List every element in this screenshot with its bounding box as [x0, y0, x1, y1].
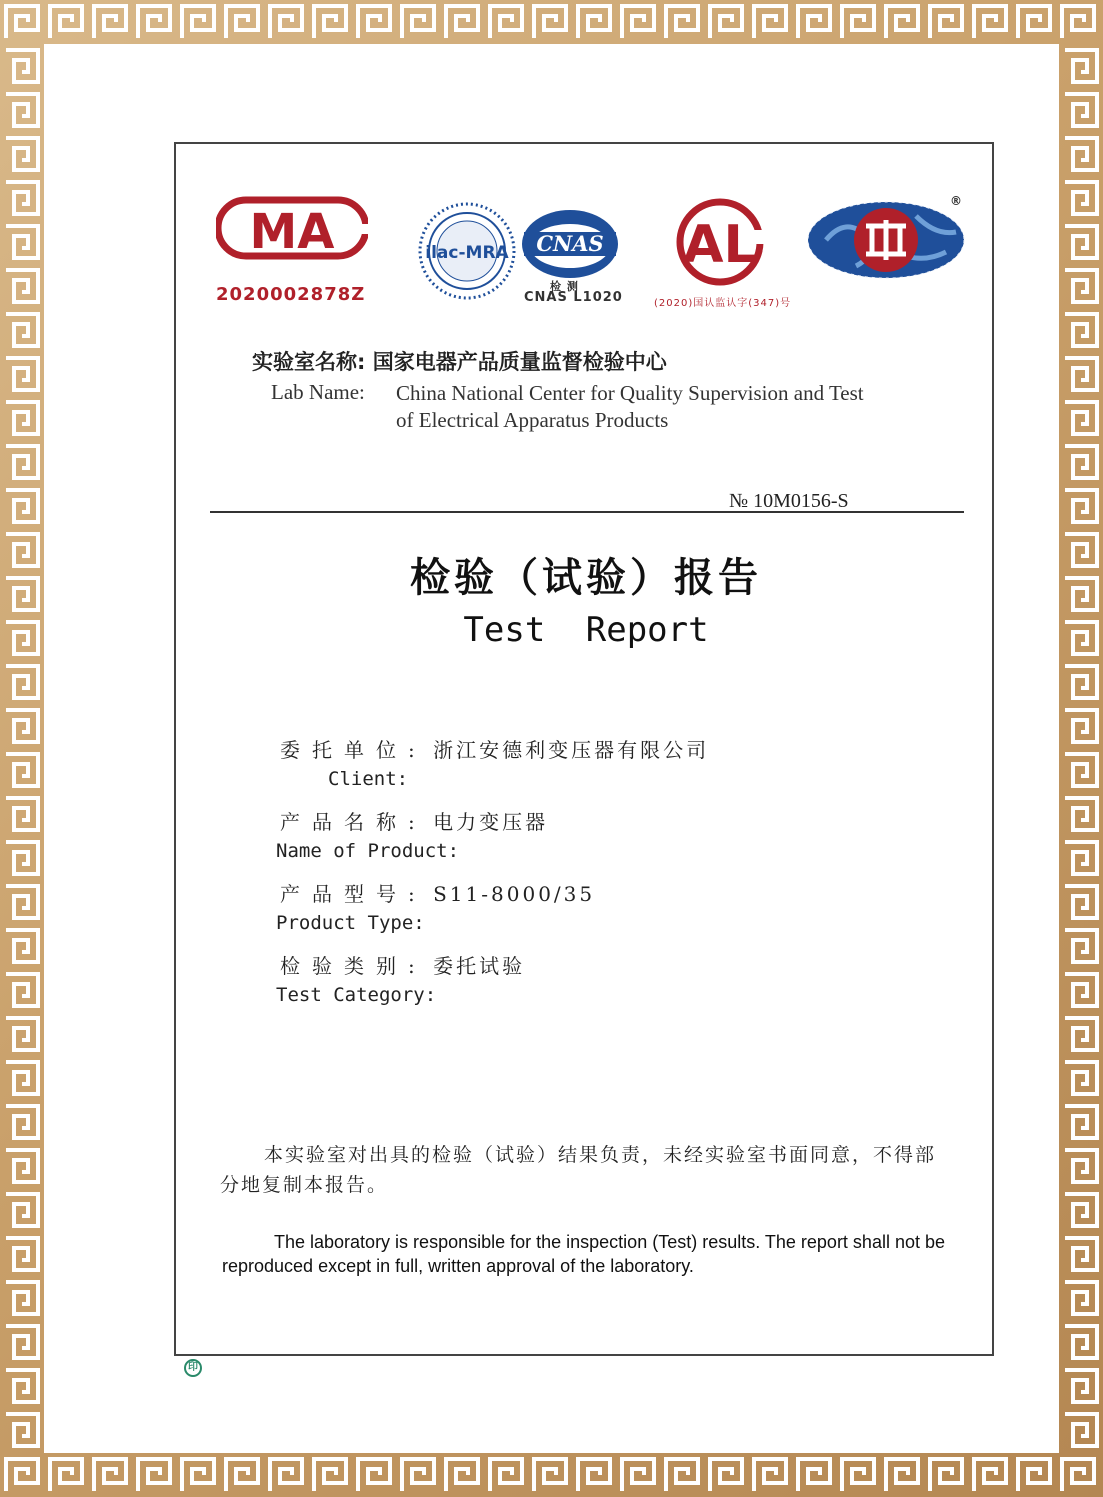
lab-name-en-value: China National Center for Quality Supervision and Test of Electrical Apparatus Products [396, 381, 864, 432]
client-row-cn [280, 734, 709, 763]
report-title-en: Test Report [463, 610, 709, 650]
ilac-logo-text: ilac-MRA [425, 243, 509, 263]
cnas-number: CNAS L1020 [524, 290, 623, 305]
quality-inspection-globe-logo [806, 196, 970, 282]
greek-key-border-top [0, 0, 1103, 44]
cma-logo-text: MA [249, 204, 335, 260]
ilac-mra-logo [416, 200, 518, 302]
product-name-value: 电力变压器 [433, 810, 549, 834]
cal-number: (2020)国认监认字(347)号 [654, 298, 792, 309]
client-label-en: Client: [328, 768, 409, 790]
greek-key-border-right [1059, 44, 1103, 1453]
test-category-label-en: Test Category: [276, 984, 437, 1006]
product-name-label-en: Name of Product: [276, 840, 460, 862]
test-category-value: 委托试验 [433, 954, 526, 978]
report-number: № 10M0156-S [729, 490, 849, 512]
product-name-label-cn: 产品名称: [280, 810, 427, 834]
header-divider [210, 511, 964, 513]
notice-cn: 本实验室对出具的检验（试验）结果负责，未经实验室书面同意，不得部分地复制本报告。 [220, 1144, 937, 1196]
client-value: 浙江安德利变压器有限公司 [433, 738, 710, 762]
lab-name-en-label: Lab Name: [271, 380, 365, 404]
report-title-cn: 检验（试验）报告 [410, 555, 762, 601]
notice-en: The laboratory is responsible for the inspection (Test) results. The report shall not be reproduced except in full, written approval of the laboratory. [222, 1232, 946, 1276]
product-type-value: S11-8000/35 [433, 882, 596, 906]
cal-logo-text: AL [683, 215, 757, 275]
cma-number: 2020002878Z [216, 284, 366, 305]
cnas-logo [520, 206, 620, 282]
lab-name-cn-value: 国家电器产品质量监督检验中心 [372, 350, 667, 374]
lab-name-cn [252, 346, 667, 376]
lab-name-cn-label: 实验室名称: [252, 350, 366, 374]
product-name-row-cn [280, 806, 548, 835]
cnas-logo-text: CNAS [536, 231, 604, 256]
greek-key-border-bottom [0, 1453, 1103, 1497]
cma-logo [216, 194, 368, 274]
certificate-sheet [174, 142, 994, 1356]
product-type-row-cn [280, 878, 595, 907]
client-label-cn: 委托单位: [280, 738, 427, 762]
cal-logo [664, 196, 776, 288]
product-type-label-cn: 产品型号: [280, 882, 427, 906]
greek-key-border-left [0, 44, 44, 1453]
cnas-sub-label: 检 测 [550, 280, 579, 293]
test-category-label-cn: 检验类别: [280, 954, 427, 978]
registered-mark: ® [950, 194, 963, 208]
test-category-row-cn [280, 950, 525, 979]
product-type-label-en: Product Type: [276, 912, 425, 934]
printer-mark-icon: 印 [184, 1359, 202, 1377]
